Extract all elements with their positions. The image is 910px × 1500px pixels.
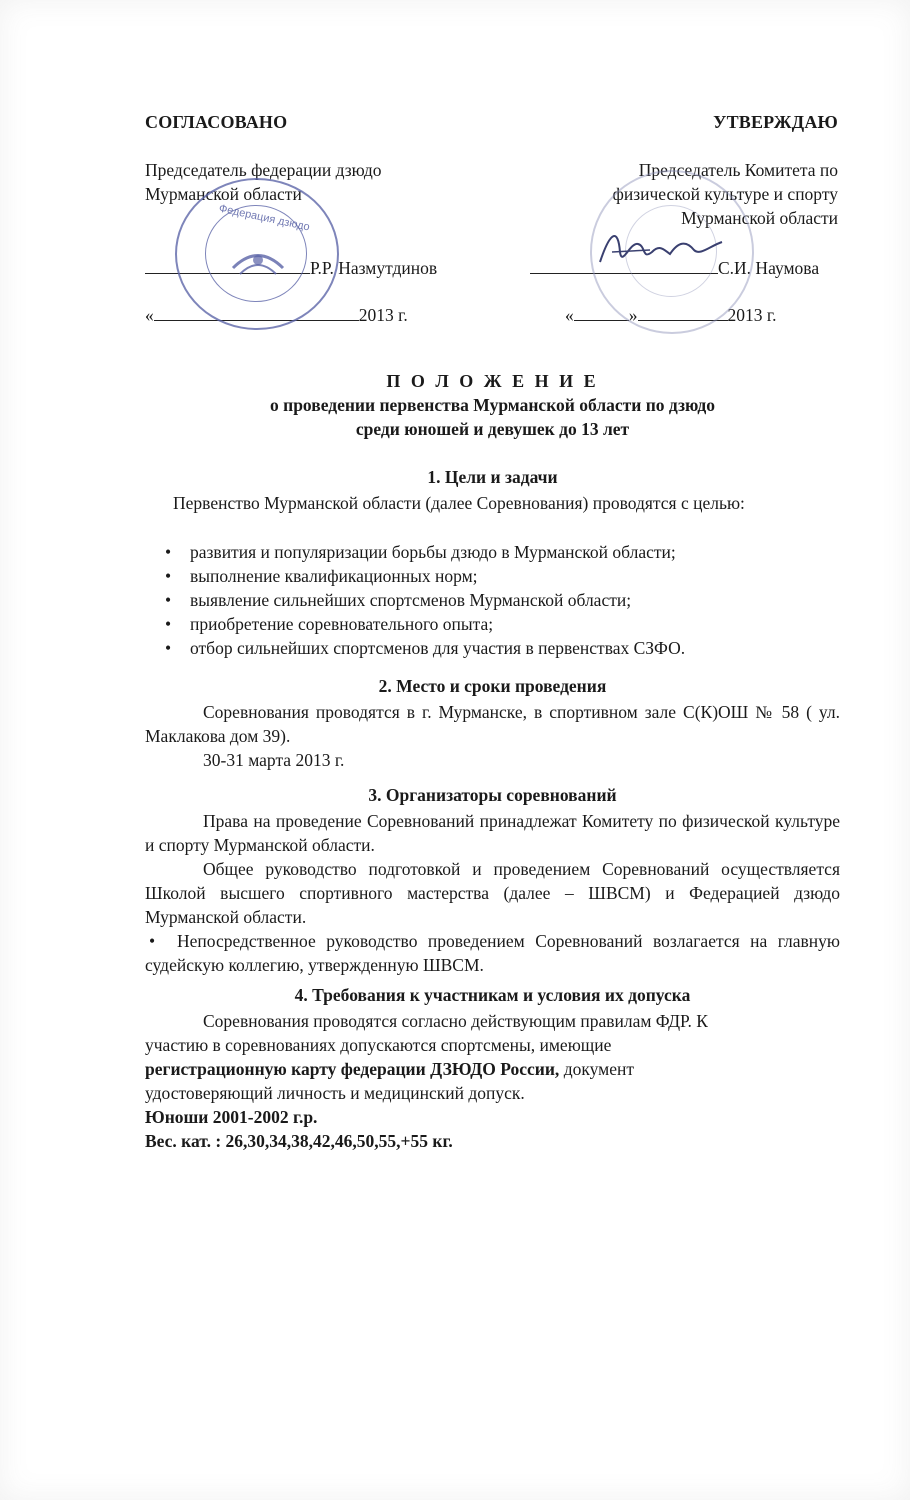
approval-right-line3: Мурманской области <box>681 208 838 228</box>
section2-paragraph: Соревнования проводятся в г. Мурманске, в спортивном зале С(К)ОШ № 58 ( ул. Маклакова дом 39). <box>145 702 840 746</box>
federation-stamp-emblem <box>228 238 288 283</box>
section4-weight-categories: Вес. кат. : 26,30,34,38,42,46,50,55,+55 кг. <box>145 1131 453 1151</box>
registration-card-text: регистрационную карту федерации ДЗЮДО России, <box>145 1059 560 1079</box>
document-subtitle-line1: о проведении первенства Мурманской области по дзюдо <box>269 395 715 415</box>
date-open-quote: « <box>145 305 154 325</box>
section4-line4: удостоверяющий личность и медицинский допуск. <box>145 1083 525 1103</box>
section3-paragraph1: Права на проведение Соревнований принадлежат Комитету по физической культуре и спорту Мурманской области. <box>145 811 840 855</box>
date-open-quote: « <box>565 305 574 325</box>
approval-right-signer: С.И. Наумова <box>718 258 820 278</box>
section2-dates: 30-31 марта 2013 г. <box>203 750 345 770</box>
section1-bullet: • развития и популяризации борьбы дзюдо в Мурманской области; <box>165 542 676 562</box>
section3-bullet: • Непосредственное руководство проведением Соревнований возлагается на главную судейскую коллегию, утвержденную ШВСМ. <box>145 931 840 975</box>
section1-intro: Первенство Мурманской области (далее Соревнования) проводятся с целью: <box>173 493 745 513</box>
approval-left-line2: Мурманской области <box>145 184 302 204</box>
section1-bullet: • отбор сильнейших спортсменов для участия в первенствах СЗФО. <box>165 638 686 658</box>
approval-left-line1: Председатель федерации дзюдо <box>145 160 382 180</box>
approval-right-line2: физической культуре и спорту <box>612 184 838 204</box>
section1-bullet: • выполнение квалификационных норм; <box>165 566 478 586</box>
section2-heading: 2. Место и сроки проведения <box>378 676 607 696</box>
section4-heading: 4. Требования к участникам и условия их допуска <box>294 985 691 1005</box>
section3-heading: 3. Организаторы соревнований <box>368 785 617 805</box>
date-year: 2013 г. <box>727 305 777 325</box>
bullet-dot: • <box>149 931 156 951</box>
section4-age-group: Юноши 2001-2002 г.р. <box>145 1107 318 1127</box>
date-close-quote: » <box>628 305 638 325</box>
section1-heading: 1. Цели и задачи <box>427 467 558 487</box>
handwritten-signature <box>590 222 730 272</box>
federation-stamp-text: Федерация дзюдо <box>217 202 311 234</box>
section1-bullet: • выявление сильнейших спортсменов Мурманской области; <box>165 590 632 610</box>
document-title: П О Л О Ж Е Н И Е <box>386 371 599 391</box>
document-subtitle-line2: среди юношей и девушек до 13 лет <box>355 419 630 439</box>
section4-line2: участию в соревнованиях допускаются спортсмены, имеющие <box>145 1035 612 1055</box>
approval-right-heading: УТВЕРЖДАЮ <box>713 112 838 132</box>
section4-line3: регистрационную карту федерации ДЗЮДО России, документ <box>145 1059 634 1079</box>
approval-left-heading: СОГЛАСОВАНО <box>145 112 288 132</box>
section1-bullet: • приобретение соревновательного опыта; <box>165 614 494 634</box>
approval-left-signer: Р.Р. Назмутдинов <box>310 258 438 278</box>
section3-paragraph2: Общее руководство подготовкой и проведением Соревнований осуществляется Школой высшего спортивного мастерства (далее – ШВСМ) и Федерацией дзюдо Мурманской области. <box>145 859 840 927</box>
section4-line1: Соревнования проводятся согласно действующим правилам ФДР. К <box>203 1011 708 1031</box>
approval-right-line1: Председатель Комитета по <box>638 160 838 180</box>
date-year: 2013 г. <box>358 305 408 325</box>
